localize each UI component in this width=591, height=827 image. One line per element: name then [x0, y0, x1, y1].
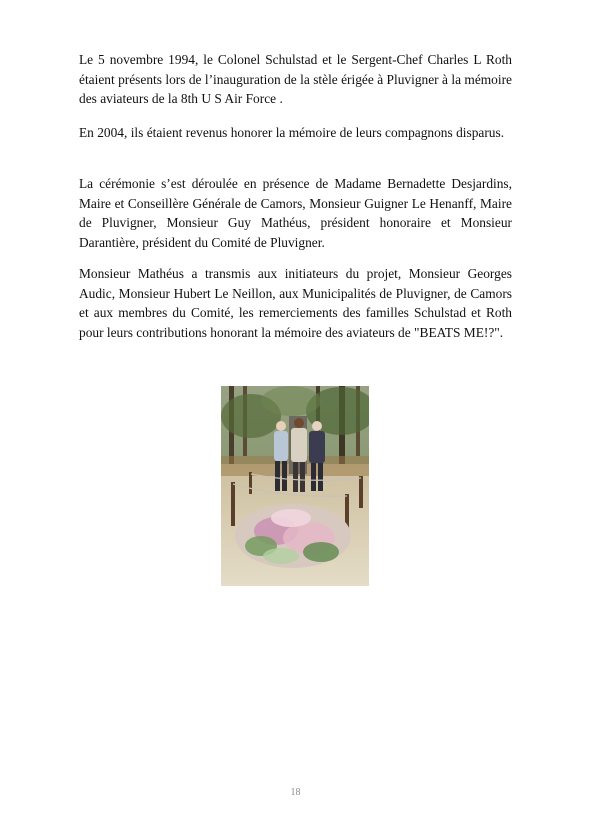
- paragraph-ceremony-attendees: La cérémonie s’est déroulée en présence de Madame Bernadette Desjardins, Maire et Conseillère Générale de Camors, Monsieur Guigner Le Henanff, Maire de Pluvigner, Monsieur Guy Mathéus, président honoraire et Monsieur Darantière, président du Comité de Pluvigner.: [79, 176, 512, 250]
- paragraph-2004-visit: En 2004, ils étaient revenus honorer la mémoire de leurs compagnons disparus.: [79, 125, 505, 140]
- page-number: 18: [290, 787, 301, 798]
- paragraph-inauguration: Le 5 novembre 1994, le Colonel Schulstad et le Sergent-Chef Charles L Roth étaient présents lors de l’inauguration de la stèle érigée à Pluvigner à la mémoire des aviateurs de la 8th U S Air Force .: [79, 52, 512, 106]
- paragraph-thanks: Monsieur Mathéus a transmis aux initiateurs du projet, Monsieur Georges Audic, Monsieur Hubert Le Neillon, aux Municipalités de Pluvigner, de Camors et aux membres du Comité, les remerciements des familles Schulstad et Roth pour leurs contributions honorant la mémoire des aviateurs de "BEATS ME!?".: [79, 266, 512, 340]
- memorial-photo: [221, 386, 369, 586]
